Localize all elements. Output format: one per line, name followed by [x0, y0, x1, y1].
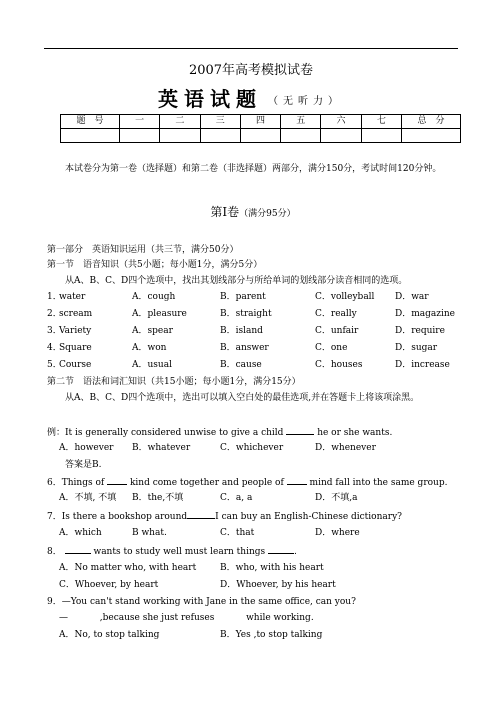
score-table-value-row — [61, 129, 461, 143]
volume-heading — [47, 204, 459, 220]
option-a: A．pleasure — [132, 309, 187, 319]
question-text: ,because she just refuses — [99, 613, 215, 623]
option-b: B．island — [220, 326, 263, 336]
option-c: C．a, a — [220, 493, 253, 503]
question-word: water — [59, 292, 86, 302]
question-word: Course — [59, 360, 92, 370]
volume-title: 第Ⅰ卷 — [210, 205, 240, 219]
option-b: B．the,不填 — [132, 493, 184, 503]
section1-title: 第一节 语音知识 — [47, 260, 120, 270]
question-text: 7．Is there a bookshop around — [47, 512, 188, 522]
question-6 — [47, 476, 459, 489]
option-b: B．straight — [220, 309, 272, 319]
part1-heading — [47, 244, 459, 256]
option-d: D．不填,a — [315, 493, 358, 503]
option-c: C．that — [220, 528, 255, 538]
example-text: 例：It is generally considered unwise to give a child — [47, 428, 284, 438]
option-b: B．cause — [220, 360, 262, 370]
answer-blank — [286, 426, 314, 435]
answer-blank — [65, 545, 91, 554]
score-value-cell — [361, 129, 401, 143]
question-text: 6．Things of — [47, 478, 105, 488]
option-a: A．usual — [132, 360, 172, 370]
question-8-options-ab — [47, 562, 467, 576]
question-row — [47, 308, 467, 322]
example-text: he or she wants. — [317, 428, 393, 438]
header-rule — [44, 48, 458, 49]
option-c: C．houses — [315, 360, 363, 370]
answer-blank — [217, 612, 243, 620]
option-d: D．magazine — [395, 309, 455, 319]
question-row — [47, 359, 467, 373]
section1-heading — [47, 259, 459, 271]
example-question — [47, 426, 459, 439]
question-6-options — [47, 492, 467, 506]
section1-instruction: 从A、B、C、D四个选项中，找出其划线部分与所给单词的划线部分读音相同的选项。 — [65, 276, 408, 286]
answer-blank — [287, 476, 307, 485]
volume-note: （满分95分） — [239, 209, 296, 219]
score-value-cell — [240, 129, 280, 143]
option-a: A．which — [59, 528, 102, 538]
score-table — [60, 114, 461, 143]
section2-title: 第二节 语法和词汇知识 — [47, 377, 147, 387]
score-table-header-row — [61, 115, 461, 129]
example-options — [47, 442, 467, 456]
part1-title: 第一部分 英语知识运用 — [47, 245, 147, 255]
question-text: 8． — [47, 547, 62, 557]
question-number: 2． — [47, 309, 62, 319]
section2-heading — [47, 376, 459, 388]
exam-main-subtitle: （无听力） — [268, 96, 343, 107]
score-header-cell: 二 — [160, 115, 200, 129]
score-value-cell — [321, 129, 361, 143]
question-number: 3． — [47, 326, 62, 336]
option-a: A．cough — [132, 292, 176, 302]
question-text: wants to study well must learn things — [93, 547, 266, 557]
question-text: mind fall into the same group. — [309, 478, 448, 488]
option-c: C．really — [315, 309, 357, 319]
question-text: — — [59, 613, 68, 623]
question-9-line1: 9．—You can't stand working with Jane in the same office, can you? — [47, 597, 356, 607]
option-b: B．parent — [220, 292, 266, 302]
option-d: D．where — [315, 528, 360, 538]
option-a: A．won — [132, 343, 167, 353]
option-a: A．No matter who, with heart — [59, 563, 197, 573]
option-d: D．increase — [395, 360, 450, 370]
option-b: B．who, with his heart — [220, 563, 324, 573]
part1-note: （共三节，满分50分） — [146, 245, 239, 255]
score-value-cell — [61, 129, 120, 143]
score-value-cell — [200, 129, 240, 143]
question-row — [47, 291, 467, 305]
question-text: while working. — [246, 613, 314, 623]
option-a: A．No, to stop talking — [59, 630, 160, 640]
score-header-cell: 六 — [321, 115, 361, 129]
score-value-cell — [160, 129, 200, 143]
option-c: C．unfair — [315, 326, 359, 336]
question-word: scream — [59, 309, 93, 319]
question-word: Variety — [59, 326, 92, 336]
answer-blank — [268, 545, 294, 554]
question-text: kind come together and people of — [129, 478, 284, 488]
question-text: I can buy an English-Chinese dictionary? — [215, 512, 402, 522]
section2-instruction: 从A、B、C、D四个选项中，选出可以填入空白处的最佳选项,并在答题卡上将该项涂黑。 — [65, 393, 420, 403]
score-header-cell: 一 — [120, 115, 160, 129]
score-header-cell: 总 分 — [402, 115, 461, 129]
question-text: . — [294, 547, 297, 557]
option-b: B．whatever — [132, 443, 191, 453]
answer-blank — [71, 612, 97, 620]
question-9-line2 — [59, 612, 471, 624]
score-header-cell: 三 — [200, 115, 240, 129]
option-b: B．Yes ,to stop talking — [220, 630, 323, 640]
score-header-cell: 七 — [361, 115, 401, 129]
question-row — [47, 325, 467, 339]
question-9-options — [47, 629, 467, 643]
example-answer: 答案是B. — [65, 460, 102, 470]
answer-blank — [187, 510, 215, 519]
score-header-cell: 四 — [240, 115, 280, 129]
option-a: A．不填, 不填 — [59, 493, 117, 503]
question-7-options — [47, 527, 467, 541]
option-d: D．whenever — [315, 443, 376, 453]
option-c: C．volleyball — [315, 292, 375, 302]
option-b: B．answer — [220, 343, 269, 353]
answer-blank — [107, 476, 127, 485]
question-7 — [47, 510, 459, 523]
exam-intro: 本试卷分为第一卷（选择题）和第二卷（非选择题）两部分，满分150分，考试时间120分钟。 — [65, 164, 442, 174]
option-c: C．whichever — [220, 443, 284, 453]
option-d: D．require — [395, 326, 445, 336]
question-number: 4． — [47, 343, 62, 353]
option-c: C．one — [315, 343, 348, 353]
score-header-cell: 题 号 — [61, 115, 120, 129]
exam-year-title: 2007年高考模拟试卷 — [188, 63, 314, 78]
option-d: D．war — [395, 292, 429, 302]
section2-note: （共15小题；每小题1分，满分15分） — [146, 377, 301, 387]
question-8 — [47, 545, 459, 558]
score-value-cell — [402, 129, 461, 143]
question-row — [47, 342, 467, 356]
question-number: 5． — [47, 360, 62, 370]
score-value-cell — [120, 129, 160, 143]
exam-main-title: 英语试题 — [158, 87, 262, 111]
option-c: C．Whoever, by heart — [59, 580, 159, 590]
score-value-cell — [281, 129, 321, 143]
question-8-options-cd — [47, 579, 467, 593]
option-b: B what. — [132, 528, 167, 538]
section1-note: （共5小题；每小题1分，满分5分） — [119, 260, 263, 270]
question-number: 1． — [47, 292, 62, 302]
option-a: A．however — [59, 443, 114, 453]
question-word: Square — [59, 343, 92, 353]
option-d: D．sugar — [395, 343, 438, 353]
option-d: D．Whoever, by his heart — [220, 580, 336, 590]
option-a: A．spear — [132, 326, 173, 336]
score-header-cell: 五 — [281, 115, 321, 129]
